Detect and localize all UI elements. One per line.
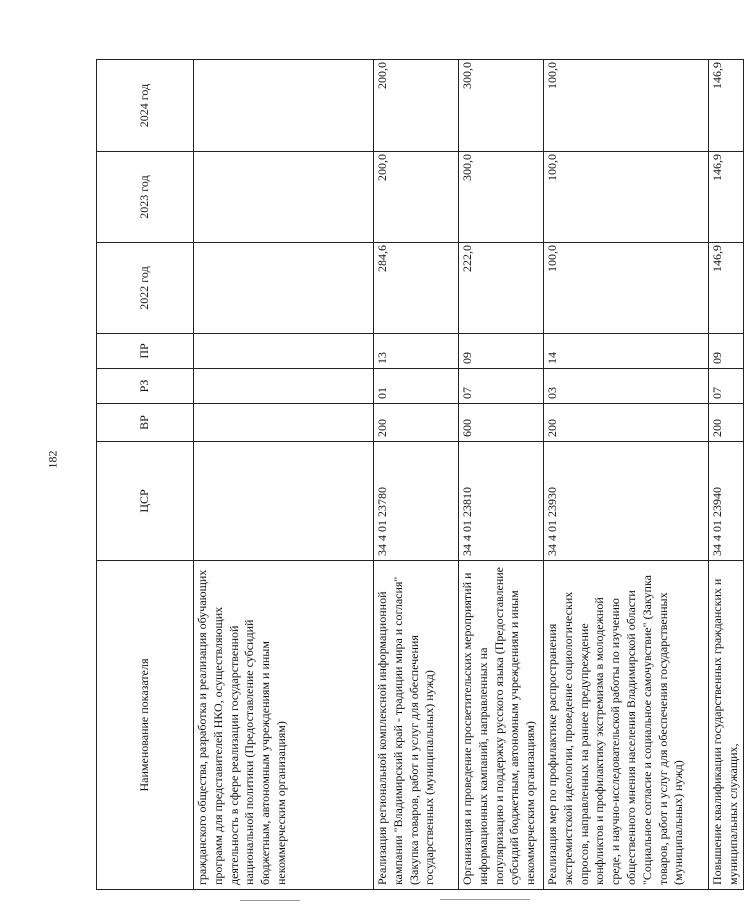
table-row [544,60,709,890]
header-2024: 2024 год [97,60,194,152]
header-csr: ЦСР [97,442,194,561]
row-vr: 200 [544,404,709,442]
row-2022: 146,9 [709,243,744,334]
table-row [374,60,459,890]
row-pr: 13 [374,334,459,369]
row-vr: 200 [709,404,744,442]
row-2022 [194,243,374,334]
row-2024: 300,0 [459,60,544,152]
row-pr: 09 [459,334,544,369]
row-rz [194,369,374,404]
row-vr: 200 [374,404,459,442]
row-2023: 200,0 [374,152,459,243]
row-csr: 34 4 01 23940 [709,442,744,561]
row-pr: 09 [709,334,744,369]
budget-table-rotated [96,60,740,890]
header-rz: РЗ [97,369,194,404]
row-csr: 34 4 01 23810 [459,442,544,561]
table-row [194,60,374,890]
header-vr: ВР [97,404,194,442]
row-2022: 222,0 [459,243,544,334]
table-header-row [97,60,194,890]
header-2023: 2023 год [97,152,194,243]
row-vr: 600 [459,404,544,442]
row-2024 [194,60,374,152]
row-pr: 14 [544,334,709,369]
row-rz: 01 [374,369,459,404]
row-2022: 284,6 [374,243,459,334]
row-name: Организация и проведение просветительских мероприятий и информационных кампаний, направленных на популяризацию и поддержку русского языка (Предоставление субсидий бюджетным, автономным учреждениям и иным некоммерческим организациям) [459,561,544,890]
row-2024: 200,0 [374,60,459,152]
row-rz: 07 [459,369,544,404]
row-name: Реализация мер по профилактике распространения экстремистской идеологии, проведение социологических опросов, направленных на раннее предупреждение конфликтов и профилактику экстремизма в молодежной среде, и научно-исследовательской работы по изучению общественного мнения населения Владимирской области "Социальное согласие и социальное самочувствие" (Закупка товаров, работ и услуг для обеспечения государственных (муниципальных) нужд) [544,561,709,890]
row-csr: 34 4 01 23780 [374,442,459,561]
table-row [459,60,544,890]
row-2023 [194,152,374,243]
row-2023: 146,9 [709,152,744,243]
row-name: гражданского общества, разработка и реализация обучающих программ для представителей НКО, осуществляющих деятельность в сфере реализации государственной национальной политики (Предоставление субсидий бюджетным, автономным учреждениям и иным некоммерческим организациям) [194,561,374,890]
budget-table [96,59,744,890]
row-2024: 100,0 [544,60,709,152]
scan-speck [240,900,300,901]
row-name: Повышение квалификации государственных гражданских и муниципальных служащих, [709,561,744,890]
scan-speck [440,899,530,900]
row-vr [194,404,374,442]
row-pr [194,334,374,369]
header-pr: ПР [97,334,194,369]
row-csr: 34 4 01 23930 [544,442,709,561]
row-rz: 07 [709,369,744,404]
row-name: Реализация региональной комплексной информационной кампании "Владимирский край - традиции мира и согласия" (Закупка товаров, работ и услуг для обеспечения государственных (муниципальных) нужд) [374,561,459,890]
header-name: Наименование показателя [97,561,194,890]
row-2024: 146,9 [709,60,744,152]
row-rz: 03 [544,369,709,404]
header-2022: 2022 год [97,243,194,334]
row-2022: 100,0 [544,243,709,334]
row-2023: 100,0 [544,152,709,243]
row-2023: 300,0 [459,152,544,243]
table-row [709,60,744,890]
row-csr [194,442,374,561]
page-number: 182 [45,450,60,469]
